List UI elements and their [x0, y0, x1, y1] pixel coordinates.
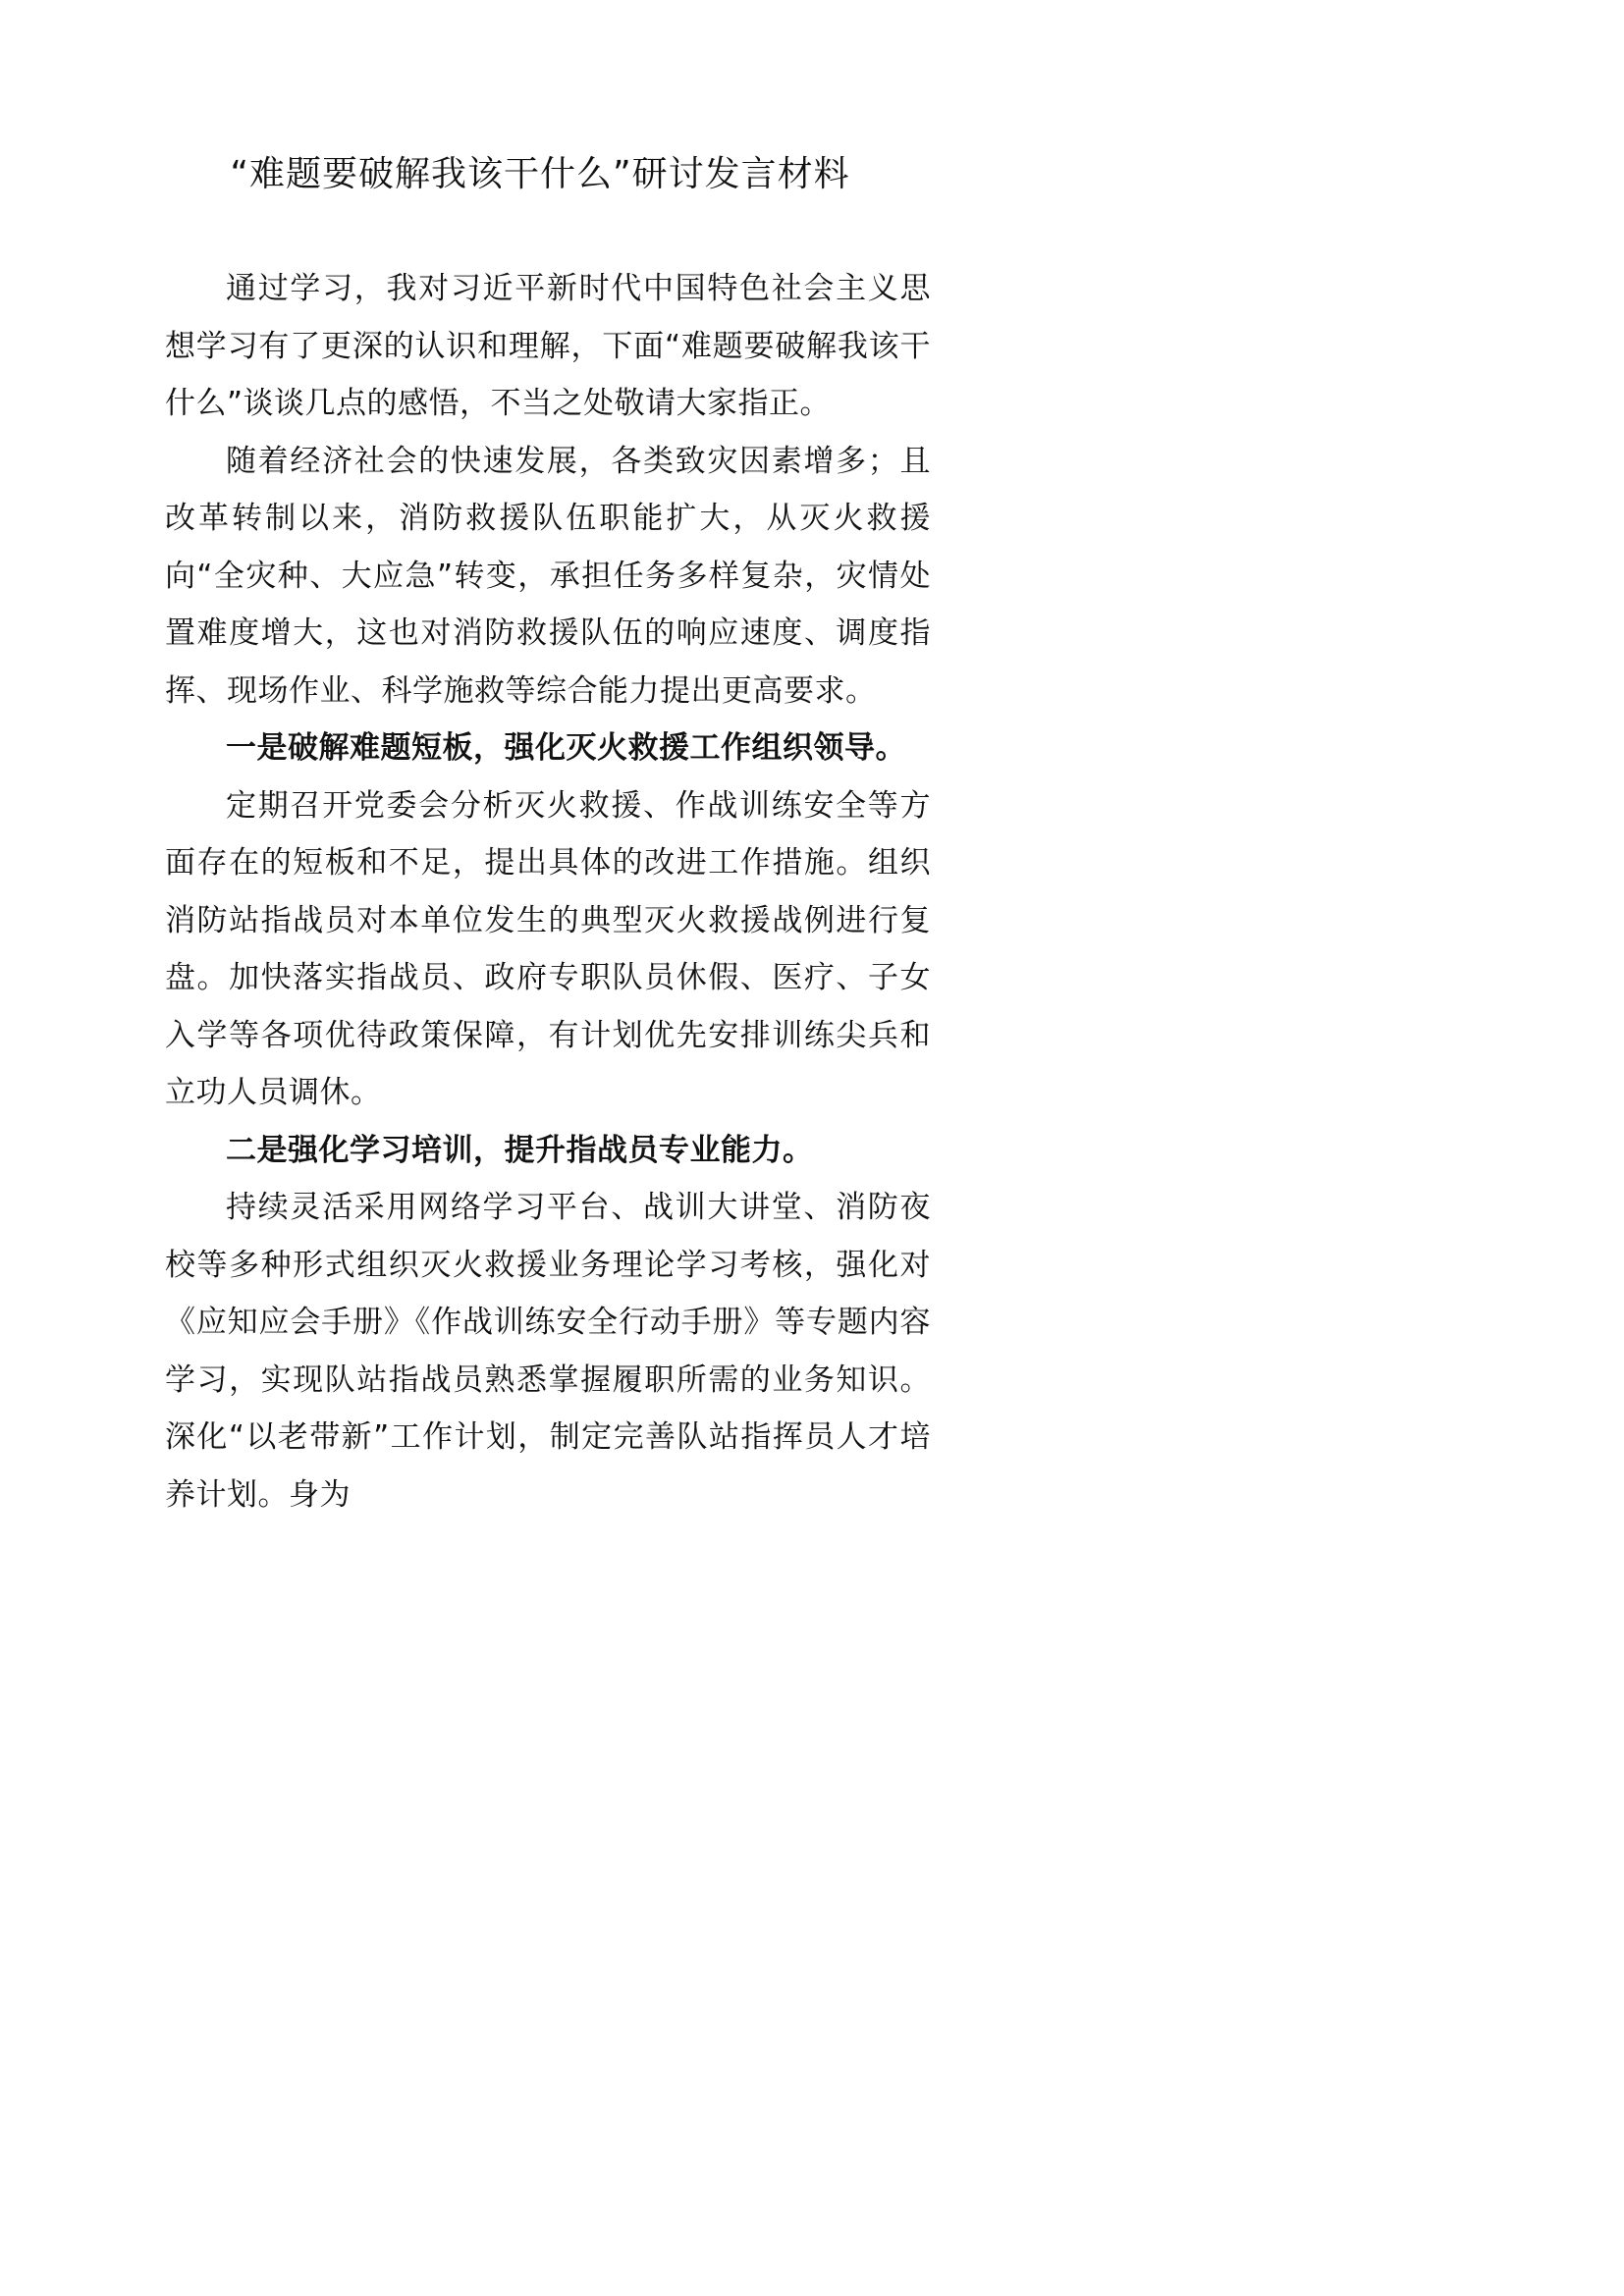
paragraph-background: 随着经济社会的快速发展，各类致灾因素增多；且改革转制以来，消防救援队伍职能扩大，从灭火救援向“全灾种、大应急”转变，承担任务多样复杂，灾情处置难度增大，这也对消防救援队伍的响应速度、调度指挥、现场作业、科学施救等综合能力提出更高要求。 — [165, 443, 931, 709]
document-page — [0, 0, 1080, 1527]
paragraph-point-two: 持续灵活采用网络学习平台、战训大讲堂、消防夜校等多种形式组织灭火救援业务理论学习考核，强化对《应知应会手册》《作战训练安全行动手册》等专题内容学习，实现队站指战员熟悉掌握履职所需的业务知识。深化“以老带新”工作计划，制定完善队站指挥员人才培养计划。身为 — [165, 1190, 931, 1513]
paragraph-intro: 通过学习，我对习近平新时代中国特色社会主义思想学习有了更深的认识和理解，下面“难题要破解我该干什么”谈谈几点的感悟，不当之处敬请大家指正。 — [165, 271, 931, 421]
heading-point-two: 二是强化学习培训，提升指战员专业能力。 — [226, 1132, 814, 1168]
heading-point-one: 一是破解难题短板，强化灭火救援工作组织领导。 — [226, 730, 906, 766]
document-title: “难题要破解我该干什么”研讨发言材料 — [230, 154, 850, 194]
paragraph-point-one: 定期召开党委会分析灭火救援、作战训练安全等方面存在的短板和不足，提出具体的改进工作措施。组织消防站指战员对本单位发生的典型灭火救援战例进行复盘。加快落实指战员、政府专职队员休假、医疗、子女入学等各项优待政策保障，有计划优先安排训练尖兵和立功人员调休。 — [165, 787, 931, 1110]
document-body — [165, 260, 931, 1523]
